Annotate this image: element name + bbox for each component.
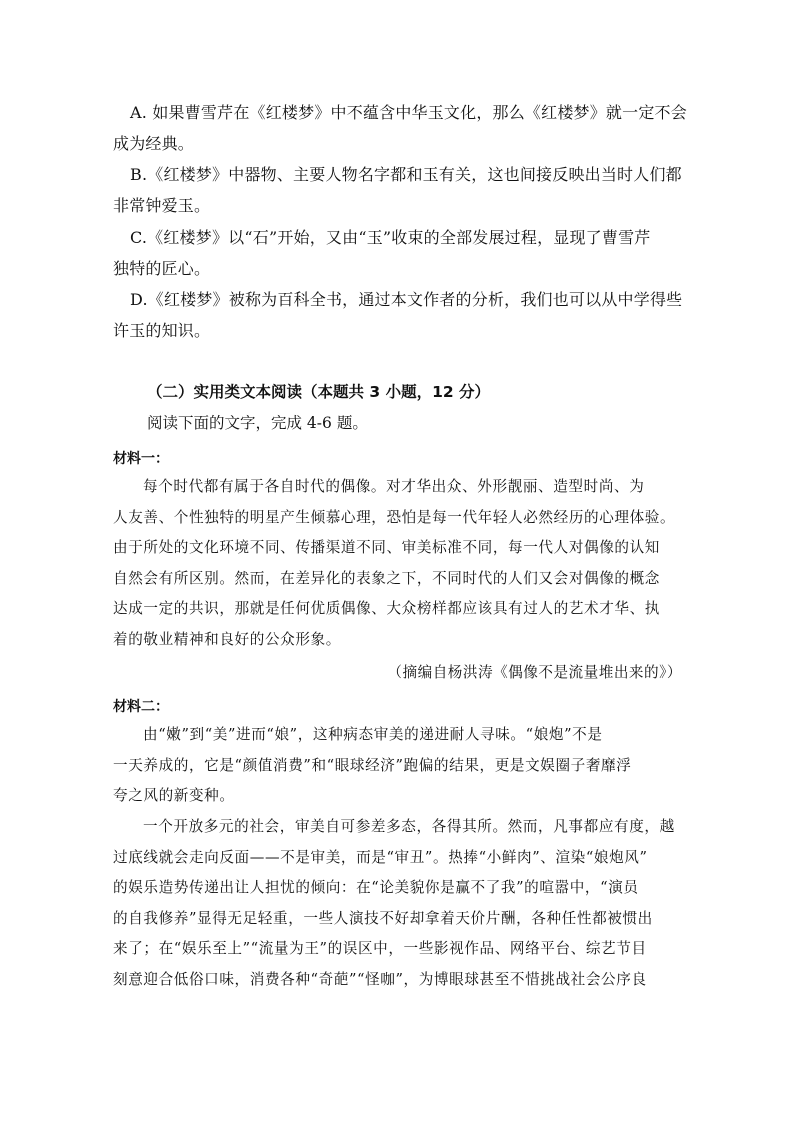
paragraph-line: 过底线就会走向反面——不是审美，而是“审丑”。热捧“小鲜肉”、渲染“娘炮风”	[113, 848, 648, 866]
option-d-line2: 许玉的知识。	[113, 321, 211, 340]
option-c-line1: C.《红楼梦》以“石”开始，又由“玉”收束的全部发展过程，显现了曹雪芹	[130, 228, 651, 247]
paragraph-line: 夸之风的新变种。	[113, 787, 235, 805]
option-c-line2: 独特的匠心。	[113, 259, 211, 278]
option-b-line2: 非常钟爱玉。	[113, 196, 211, 215]
paragraph-line: 的娱乐造势传递出让人担忧的倾向：在“论美貌你是赢不了我”的喧嚣中，“演员	[113, 879, 639, 897]
material1-source: （摘编自杨洪涛《偶像不是流量堆出来的》）	[387, 664, 682, 681]
paragraph-line: 自然会有所区别。然而，在差异化的表象之下，不同时代的人们又会对偶像的概念	[113, 569, 660, 587]
paragraph-line: 着的敬业精神和良好的公众形象。	[113, 630, 341, 648]
option-b	[113, 159, 689, 221]
option-a-line1: A. 如果曹雪芹在《红楼梦》中不蕴含中华玉文化，那么《红楼梦》就一定不会	[130, 103, 687, 122]
paragraph-line: 来了；在“娱乐至上”“流量为王”的误区中，一些影视作品、网络平台、综艺节目	[113, 940, 647, 958]
section-title: （二）实用类文本阅读（本题共 3 小题，12 分）	[147, 383, 491, 401]
paragraph-line: 人友善、个性独特的明星产生倾慕心理，恐怕是每一代年轻人必然经历的心理体验。	[113, 508, 676, 526]
option-d-line1: D.《红楼梦》被称为百科全书，通过本文作者的分析，我们也可以从中学得些	[130, 290, 683, 309]
instruction: 阅读下面的文字，完成 4-6 题。	[147, 414, 368, 432]
option-b-line1: B.《红楼梦》中器物、主要人物名字都和玉有关，这也间接反映出当时人们都	[130, 165, 682, 184]
option-a	[113, 97, 689, 159]
paragraph-line: 的自我修养”显得无足轻重，一些人演技不好却拿着天价片酬，各种任性都被惯出	[113, 909, 653, 927]
paragraph-line: 由于所处的文化环境不同、传播渠道不同、审美标准不同，每一代人对偶像的认知	[113, 539, 660, 557]
paragraph-line: 刻意迎合低俗口味，消费各种“奇葩”“怪咖”，为博眼球甚至不惜挑战社会公序良	[113, 970, 647, 988]
paragraph-line: 每个时代都有属于各自时代的偶像。对才华出众、外形靓丽、造型时尚、为	[143, 478, 645, 495]
material1-label: 材料一：	[113, 451, 169, 467]
option-c	[113, 222, 689, 284]
option-d	[113, 284, 689, 346]
material1-paragraph	[113, 472, 681, 656]
paragraph-line: 达成一定的共识，那就是任何优质偶像、大众榜样都应该具有过人的艺术才华、执	[113, 600, 660, 618]
paragraph-line: 一天养成的，它是“颜值消费”和“眼球经济”跑偏的结果，更是文娱圈子奢靡浮	[113, 756, 632, 774]
option-a-line2: 成为经典。	[113, 134, 195, 153]
material2-paragraph1	[113, 720, 681, 812]
paragraph-line: 一个开放多元的社会，审美自可参差多态，各得其所。然而，凡事都应有度，越	[143, 818, 675, 835]
material2-paragraph2	[113, 812, 681, 996]
material2-label: 材料二：	[113, 699, 169, 715]
paragraph-line: 由“嫩”到“美”进而“娘”，这种病态审美的递进耐人寻味。“娘炮”不是	[143, 726, 603, 743]
